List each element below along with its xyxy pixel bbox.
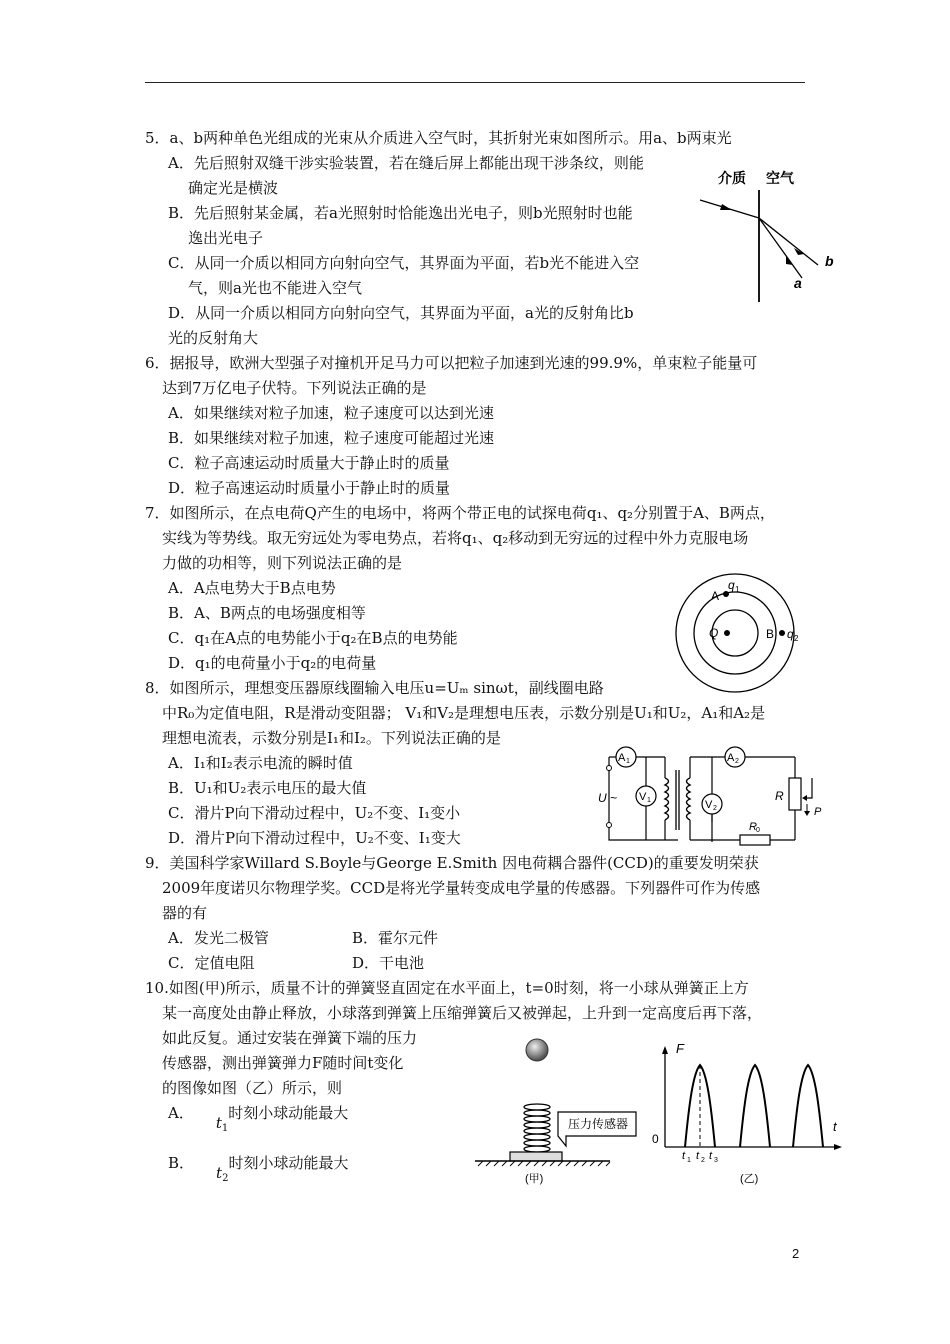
q8-option-a: A．I₁和I₂表示电流的瞬时值 [168,754,353,772]
origin-label: 0 [652,1132,659,1146]
q10-option-a [168,1103,349,1134]
q9-stem: 9．美国科学家Willard S.Boyle与George E.Smith 因电荷耦合器件(CCD)的重要发明荣获 [145,854,759,872]
q1-label: q [728,578,735,592]
q10-option-a-letter: A． [168,1104,194,1122]
beam-a-label: a [794,275,802,291]
q7-option-b: B．A、B两点的电场强度相等 [168,604,366,622]
q10-option-a-t: t [215,1114,222,1132]
slider-p-label: P [814,806,822,818]
beam-b-label: b [825,253,834,269]
q10-stem-cont1: 某一高度处由静止释放，小球落到弹簧上压缩弹簧后又被弹起，上升到一定高度后再下落， [162,1004,763,1022]
charge-q-label: Q [709,626,719,640]
q7-stem-cont1: 实线为等势线。取无穷远处为零电势点，若将q₁、q₂移动到无穷远的过程中外力克服电场 [162,529,749,547]
q7-stem-cont2: 力做的功相等，则下列说法正确的是 [162,554,403,572]
q7-option-c: C．q₁在A点的电势能小于q₂在B点的电势能 [168,629,458,647]
header-rule [145,82,805,83]
q10-option-b-text: 时刻小球动能最大 [228,1154,349,1172]
q5-stem: 5．a、b两种单色光组成的光束从介质进入空气时，其折射光束如图所示。用a、b两束光 [145,129,732,147]
q7-equipotential-figure [665,572,805,694]
q10-figure-yi [645,1035,850,1190]
q5-option-d: D．从同一介质以相同方向射向空气，其界面为平面，a光的反射角比b [168,304,634,322]
q5-option-d-cont: 光的反射角大 [168,329,259,347]
q10-stem-cont4: 的图像如图（乙）所示，则 [162,1079,343,1097]
q10-option-b [168,1153,349,1184]
voltmeter-v2-label: V [705,799,713,811]
axis-t-label: t [833,1119,837,1134]
q9-option-c: C．定值电阻 [168,954,255,972]
q10-stem: 10.如图(甲)所示，质量不计的弹簧竖直固定在水平面上，t=0时刻，将一小球从弹簧正上方 [145,979,749,997]
t3-label: t [709,1150,713,1162]
air-label: 空气 [766,170,794,186]
point-b-label: B [766,627,775,641]
resistor-r0-sub: 0 [756,827,760,834]
q8-stem: 8．如图所示，理想变压器原线圈输入电压u=Uₘ sinωt，副线圈电路 [145,679,604,697]
t2-label: t [696,1150,700,1162]
q8-option-d: D．滑片P向下滑动过程中，U₂不变、I₁变大 [168,829,461,847]
q10-option-b-letter: B． [168,1154,195,1172]
figure-yi-caption: (乙) [740,1173,759,1185]
q1-sub: 1 [735,585,740,594]
t1-sub: 1 [687,1157,691,1164]
q6-option-d: D．粒子高速运动时质量小于静止时的质量 [168,479,451,497]
ammeter-a1-label: A [618,752,626,764]
q10-option-a-text: 时刻小球动能最大 [228,1104,349,1122]
t2-sub: 2 [701,1157,705,1164]
q6-stem: 6．据报导，欧洲大型强子对撞机开足马力可以把粒子加速到光速的99.9%，单束粒子能量可 [145,354,758,372]
q9-stem-cont1: 2009年度诺贝尔物理学奖。CCD是将光学量转变成电学量的传感器。下列器件可作为传感 [162,879,761,897]
q9-option-a: A．发光二极管 [168,929,269,947]
figure-jia-caption: (甲) [525,1173,544,1185]
q6-option-a: A．如果继续对粒子加速，粒子速度可以达到光速 [168,404,494,422]
q6-option-b: B．如果继续对粒子加速，粒子速度可能超过光速 [168,429,495,447]
axis-f-label: F [676,1041,684,1056]
q2-sub: 2 [794,634,799,643]
pressure-sensor-label: 压力传感器 [568,1117,629,1131]
q7-option-d: D．q₁的电荷量小于q₂的电荷量 [168,654,377,672]
q10-stem-cont3: 传感器，测出弹簧弹力F随时间t变化 [162,1054,404,1072]
q9-option-d: D．干电池 [352,954,425,972]
q8-stem-cont1: 中R₀为定值电阻，R是滑动变阻器； V₁和V₂是理想电压表，示数分别是U₁和U₂，A₁和A₂是 [162,704,766,722]
ammeter-a2-sub: 2 [735,758,739,765]
q5-option-b-cont: 逸出光电子 [188,229,264,247]
q10-option-a-sub: 1 [221,1123,229,1134]
q6-option-c: C．粒子高速运动时质量大于静止时的质量 [168,454,450,472]
resistor-r0-label: R [749,821,757,833]
voltmeter-v1-sub: 1 [647,797,651,804]
q10-option-b-t: t [216,1164,223,1182]
t3-sub: 3 [714,1157,718,1164]
voltmeter-v1-label: V [639,791,647,803]
q5-option-c: C．从同一介质以相同方向射向空气，其界面为平面，若b光不能进入空 [168,254,640,272]
q5-option-a-cont: 确定光是横波 [188,179,279,197]
q7-stem: 7．如图所示，在点电荷Q产生的电场中，将两个带正电的试探电荷q₁、q₂分别置于A、B两点， [145,504,775,522]
voltmeter-v2-sub: 2 [713,805,717,812]
q8-option-c: C．滑片P向下滑动过程中，U₂不变、I₁变小 [168,804,461,822]
rheostat-r-label: R [775,789,784,803]
q8-option-b: B．U₁和U₂表示电压的最大值 [168,779,367,797]
q5-option-b: B．先后照射某金属，若a光照射时恰能逸出光电子，则b光照射时也能 [168,204,633,222]
q10-option-b-sub: 2 [222,1173,229,1184]
q5-option-a: A．先后照射双缝干涉实验装置，若在缝后屏上都能出现干涉条纹，则能 [168,154,644,172]
q10-figure-jia [470,1030,640,1190]
t1-label: t [682,1150,686,1162]
source-u-label: U ~ [598,791,618,805]
q5-refraction-figure [690,160,850,305]
q7-option-a: A．A点电势大于B点电势 [168,579,336,597]
q8-transformer-circuit [595,740,830,850]
ammeter-a1-sub: 1 [626,758,630,765]
medium-label: 介质 [718,170,746,186]
q5-option-c-cont: 气，则a光也不能进入空气 [188,279,362,297]
point-a-label: A [711,589,720,603]
ammeter-a2-label: A [727,752,735,764]
q10-stem-cont2: 如此反复。通过安装在弹簧下端的压力 [162,1029,418,1047]
q6-stem-cont: 达到7万亿电子伏特。下列说法正确的是 [162,379,427,397]
q9-option-b: B．霍尔元件 [352,929,439,947]
q2-label: q [787,627,794,641]
q9-stem-cont2: 器的有 [162,904,208,922]
q8-stem-cont2: 理想电流表，示数分别是I₁和I₂。下列说法正确的是 [162,729,501,747]
page-number: 2 [792,1246,800,1261]
